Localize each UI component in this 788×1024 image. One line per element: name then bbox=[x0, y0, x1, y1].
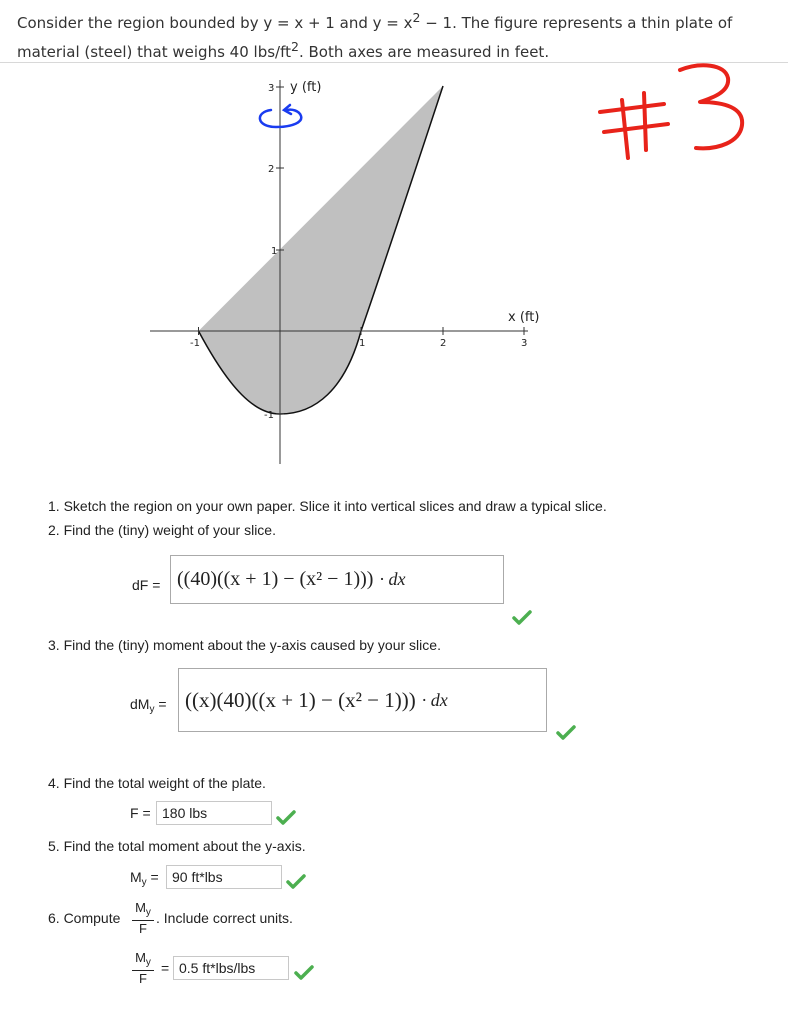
F-answer-field[interactable]: 180 lbs bbox=[156, 801, 272, 825]
check-icon bbox=[556, 724, 576, 740]
rotation-arrow-icon bbox=[260, 105, 301, 127]
y-tick-label: 3 bbox=[268, 83, 275, 94]
question-6: 6. Compute bbox=[48, 910, 121, 926]
dMy-answer-field[interactable] bbox=[178, 668, 547, 732]
x-axis-label: x (ft) bbox=[508, 310, 540, 325]
question-3: 3. Find the (tiny) moment about the y-axis caused by your slice. bbox=[48, 637, 441, 653]
y-tick-label: 1 bbox=[271, 246, 278, 257]
y-tick-label: -1 bbox=[264, 410, 274, 421]
dF-dx: · dx bbox=[379, 569, 406, 589]
region-graph bbox=[0, 0, 788, 480]
dF-answer-field[interactable] bbox=[170, 555, 504, 604]
ratio-answer-field[interactable]: 0.5 ft*lbs/lbs bbox=[173, 956, 289, 980]
intro-text-4: . Both axes are measured in feet. bbox=[298, 43, 550, 61]
x-tick-label: 1 bbox=[359, 338, 366, 349]
intro-exp: 2 bbox=[290, 39, 299, 54]
ratio-fraction-label: $\frac{M_y}{F}$ bbox=[132, 951, 154, 986]
x-tick-label: 2 bbox=[440, 338, 447, 349]
dF-label: dF = bbox=[132, 577, 161, 593]
intro-text-2: . The figure represents a thin plate of bbox=[452, 14, 733, 32]
intro-text-1: Consider the region bounded by bbox=[17, 14, 264, 32]
y-tick-label: 2 bbox=[268, 164, 275, 175]
ratio-equals: = bbox=[161, 960, 170, 976]
My-answer-field[interactable]: 90 ft*lbs bbox=[166, 865, 282, 889]
equation-line: y = x + 1 bbox=[263, 14, 335, 32]
equation-parabola: $y = x^2 - 1$ bbox=[372, 10, 453, 32]
dMy-expression: ((x)(40)((x + 1) − (x² − 1))) bbox=[185, 687, 416, 712]
y-axis-label: y (ft) bbox=[290, 80, 322, 95]
region-fill-main bbox=[199, 86, 444, 331]
question-1: 1. Sketch the region on your own paper. Slice it into vertical slices and draw a typical slice. bbox=[48, 498, 607, 514]
ratio-fraction: $\frac{M_y}{F}$ bbox=[132, 901, 154, 936]
x-tick-label: -1 bbox=[190, 338, 200, 349]
F-label: F = bbox=[130, 805, 151, 821]
check-icon bbox=[512, 609, 532, 625]
My-label: $M_y$ = bbox=[130, 869, 159, 888]
intro-text-3: material (steel) that weighs 40 lbs/ft bbox=[17, 43, 291, 61]
question-5: 5. Find the total moment about the y-axis. bbox=[48, 838, 306, 854]
question-4: 4. Find the total weight of the plate. bbox=[48, 775, 266, 791]
check-icon bbox=[286, 873, 306, 889]
check-icon bbox=[276, 809, 296, 825]
question-6-units: . Include correct units. bbox=[156, 910, 293, 926]
dMy-dx: · dx bbox=[421, 689, 448, 710]
x-tick-label: 3 bbox=[521, 338, 528, 349]
question-2: 2. Find the (tiny) weight of your slice. bbox=[48, 522, 276, 538]
intro-and: and bbox=[334, 14, 373, 32]
dF-expression: ((40)((x + 1) − (x² − 1))) bbox=[177, 568, 374, 590]
check-icon bbox=[294, 964, 314, 980]
dMy-label: $dM_y$ = bbox=[130, 696, 167, 715]
